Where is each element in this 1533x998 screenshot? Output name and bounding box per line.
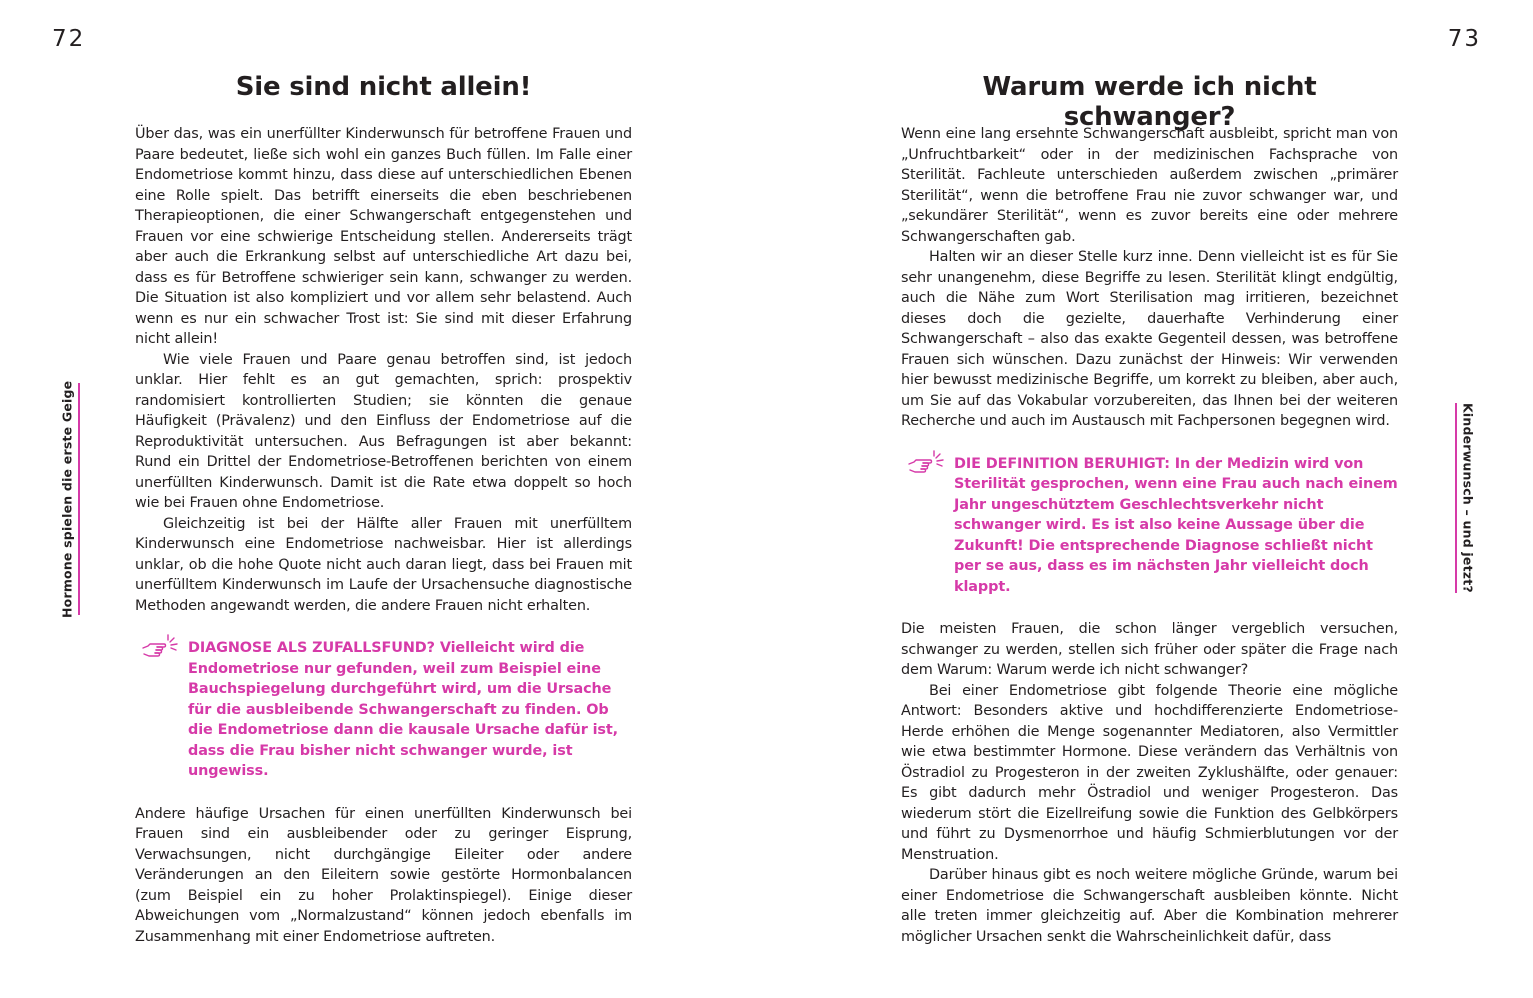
paragraph: Über das, was ein unerfüllter Kinderwunsch für betroffene Frauen und Paare bedeutet, ließe sich wohl ein ganzes Buch füllen. Im Falle einer Endometriose kommt hinzu, dass diese auf unterschiedlichen Ebenen eine Rolle spielt. Das betrifft einerseits die eben beschriebenen Therapieoptionen, die einer Schwangerschaft entgegenstehen und Frauen vor eine schwierige Entscheidung stellen. Andererseits trägt aber auch die Erkrankung selbst auf unterschiedliche Art dazu bei, dass es für Betroffene schwieriger sein kann, schwanger zu werden. Die Situation ist also kompliziert und vor allem sehr belastend. Auch wenn es nur ein schwacher Trost ist: Sie sind mit dieser Erfahrung nicht allein! [135, 126, 632, 347]
paragraph: Halten wir an dieser Stelle kurz inne. Denn vielleicht ist es für Sie sehr unangenehm, diese Begriffe zu lesen. Sterilität klingt endgültig, auch die Nähe zum Wort Sterilisation mag irritieren, bezeichnet dieses doch die gezielte, dauerhafte Verhinderung einer Schwangerschaft – also das exakte Gegenteil dessen, was betroffene Frauen sich wünschen. Dazu zunächst der Hinweis: Wir verwenden hier bewusst medizinische Begriffe, um korrekt zu bleiben, aber auch, um Sie auf das Vokabular vorzubereiten, das Ihnen bei der weiteren Recherche und auch im Austausch mit Fachpersonen begegnen wird. [901, 249, 1398, 429]
paragraph: Die meisten Frauen, die schon länger vergeblich versuchen, schwanger zu werden, stellen sich früher oder später die Frage nach dem Warum: Warum werde ich nicht schwanger? [901, 621, 1398, 678]
text-column-left [135, 124, 632, 947]
paragraph: Darüber hinaus gibt es noch weitere mögliche Gründe, warum bei einer Endometriose die Schwangerschaft ausbleiben könnte. Nicht alle treten immer gleichzeitig auf. Aber die Kombination mehrerer möglicher Ursachen senkt die Wahrscheinlichkeit dafür, dass [901, 867, 1398, 945]
paragraph: Gleichzeitig ist bei der Hälfte aller Frauen mit unerfülltem Kinderwunsch eine Endometriose nachweisbar. Hier ist allerdings unklar, ob die hohe Quote nicht auch daran liegt, dass bei Frauen mit unerfülltem Kinderwunsch im Laufe der Ursachensuche diagnostische Methoden angewandt werden, die andere Frauen nicht erhalten. [135, 515, 632, 614]
page-number-right: 73 [1447, 26, 1481, 52]
text-column-right [901, 124, 1398, 947]
paragraph: Bei einer Endometriose gibt folgende Theorie eine mögliche Antwort: Besonders aktive und hochdifferenzierte Endometriose-Herde erhöhen die Menge sogenannter Mediatoren, also Vermittler wie etwa bestimmter Hormone. Diese verändern das Verhältnis von Östradiol zu Progesteron in der zweiten Zyklushälfte, oder genauer: Es gibt dadurch mehr Östradiol und weniger Progesteron. Das wiederum stört die Eizellreifung sowie die Funktion des Gelbkörpers und führt zu Dysmenorrhoe und häufig Schmierblutungen vor der Menstruation. [901, 682, 1398, 863]
page-number-left: 72 [52, 26, 86, 52]
callout-box [135, 638, 632, 782]
running-head-left: Hormone spielen die erste Geige [58, 383, 80, 615]
paragraph: Andere häufige Ursachen für einen unerfüllten Kinderwunsch bei Frauen sind ein ausbleibender oder zu geringer Eisprung, Verwachsungen, nicht durchgängige Eileiter oder andere Veränderungen an den Eileitern sowie gestörte Hormonbalancen (zum Beispiel ein zu hoher Prolaktinspiegel). Einige dieser Abweichungen vom „Normalzustand“ können jedoch ebenfalls im Zusammenhang mit einer Endometriose auftreten. [135, 805, 632, 945]
pointing-hand-icon [906, 448, 948, 478]
right-page [766, 0, 1533, 998]
left-page [0, 0, 766, 998]
page-title-left: Sie sind nicht allein! [235, 72, 532, 102]
running-head-right: Kinderwunsch – und jetzt? [1455, 403, 1477, 593]
pointing-hand-icon [140, 632, 182, 662]
page-title-right: Warum werde ich nicht schwanger? [982, 72, 1317, 132]
callout-text: DIE DEFINITION BERUHIGT: In der Medizin wird von Sterilität gesprochen, wenn eine Frau auch nach einem Jahr ungeschütztem Geschlechtsverkehr nicht schwanger wird. Es ist also keine Aussage über die Zukunft! Die entsprechende Diagnose schließt nicht per se aus, dass es im nächsten Jahr vielleicht doch klappt. [954, 455, 1398, 595]
callout-text: DIAGNOSE ALS ZUFALLSFUND? Vielleicht wird die Endometriose nur gefunden, weil zum Beispiel eine Bauchspiegelung durchgeführt wird, um die Ursache für die ausbleibende Schwangerschaft zu finden. Ob die Endometriose dann die kausale Ursache dafür ist, dass die Frau bisher nicht schwanger wurde, ist ungewiss. [188, 640, 619, 779]
callout-box [901, 454, 1398, 598]
paragraph: Wie viele Frauen und Paare genau betroffen sind, ist jedoch unklar. Hier fehlt es an gut gemachten, sprich: prospektiv randomisiert kontrollierten Studien; sie könnten die genaue Häufigkeit (Prävalenz) und den Einfluss der Endometriose auf die Reproduktivität untersuchen. Aus Befragungen ist aber bekannt: Rund ein Drittel der Endometriose-Betroffenen berichten von einem unerfüllten Kinderwunsch. Damit ist die Rate etwa doppelt so hoch wie bei Frauen ohne Endometriose. [135, 351, 632, 511]
paragraph: Wenn eine lang ersehnte Schwangerschaft ausbleibt, spricht man von „Unfruchtbarkeit“ oder in der medizinischen Fachsprache von Sterilität. Fachleute unterschieden außerdem zwischen „primärer Sterilität“, wenn die betroffene Frau nie zuvor schwanger war, und „sekundärer Sterilität“, wenn es zuvor bereits eine oder mehrere Schwangerschaften gab. [901, 126, 1398, 245]
